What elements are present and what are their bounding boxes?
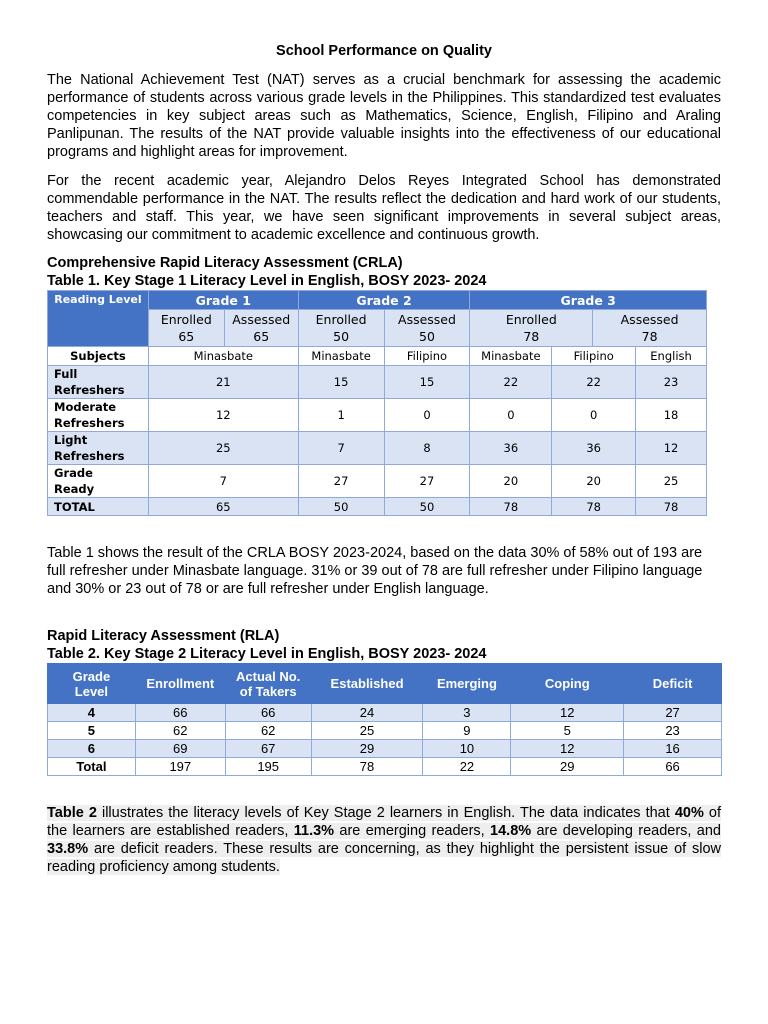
table-cell: 36 [470,432,552,465]
language-cell: Minasbate [148,347,298,366]
table-cell: 29 [511,758,624,776]
table-row [48,740,722,758]
table1-summary: Table 1 shows the result of the CRLA BOSY 2023-2024, based on the data 30% of 58% out of 193 are full refresher under Minasbate language. 31% or 39 out of 78 are full refresher under Filipino language and 30% or 23 out of 78 or are full refresher under English language. [47,545,703,597]
table-cell: 29 [311,740,423,758]
table-cell: 23 [624,722,722,740]
language-cell: Minasbate [470,347,552,366]
reading-level-header: Reading Level [48,291,149,347]
table-cell: 12 [636,432,707,465]
table-cell: 25 [148,432,298,465]
crla-heading: Comprehensive Rapid Literacy Assessment (CRLA) [47,255,403,271]
grade-level-header: Grade Level [48,664,136,704]
grade-level-cell: 5 [48,722,136,740]
language-cell: Filipino [552,347,636,366]
table-cell: 25 [311,722,423,740]
table-cell: 62 [225,722,311,740]
grade2-assessed-cell: Assessed 50 [384,310,470,347]
grade3-header: Grade 3 [470,291,707,310]
page-title: School Performance on Quality [276,43,492,59]
row-label: Moderate Refreshers [48,399,149,432]
table1-crla [47,290,707,516]
row-label: Light Refreshers [48,432,149,465]
table-cell: 78 [552,498,636,516]
table-cell: 5 [511,722,624,740]
intro-paragraph-1: The National Achievement Test (NAT) serves as a crucial benchmark for assessing the academic performance of students across various grade levels in the Philippines. This standardized test evaluates competencies in key subject areas such as Mathematics, Science, English, Filipino and Araling Panlipunan. The results of the NAT provide valuable insights into the effectiveness of our educational programs and highlight areas for improvement. [47,72,721,160]
grade1-header: Grade 1 [148,291,298,310]
grade2-enrolled-cell: Enrolled 50 [298,310,384,347]
table-cell: 69 [135,740,225,758]
table-cell: 66 [225,704,311,722]
table-cell: 25 [636,465,707,498]
table-cell: 62 [135,722,225,740]
grade-level-cell: 6 [48,740,136,758]
intro-paragraph-2: For the recent academic year, Alejandro Delos Reyes Integrated School has demonstrated commendable performance in the NAT. The results reflect the dedication and hard work of our students, teachers and staff. This year, we have seen significant improvements in several subject areas, showcasing our commitment to academic excellence and continuous growth. [47,173,721,243]
table-cell: 9 [423,722,511,740]
table2-header-row [48,664,722,704]
row-label: Grade Ready [48,465,149,498]
table-cell: 65 [148,498,298,516]
table-cell: 0 [552,399,636,432]
table-cell: 0 [384,399,470,432]
table-cell: 20 [470,465,552,498]
table-cell: 16 [624,740,722,758]
table-cell: 197 [135,758,225,776]
enrollment-header: Enrollment [135,664,225,704]
table-cell: 36 [552,432,636,465]
table-cell: 66 [624,758,722,776]
language-cell: Filipino [384,347,470,366]
table-row [48,722,722,740]
table-cell: 3 [423,704,511,722]
grade1-assessed-cell: Assessed 65 [224,310,298,347]
grade3-enrolled-cell: Enrolled 78 [470,310,593,347]
grade2-header: Grade 2 [298,291,470,310]
table-cell: 22 [423,758,511,776]
grade-level-cell: Total [48,758,136,776]
table-cell: 10 [423,740,511,758]
table-cell: 18 [636,399,707,432]
table-cell: 0 [470,399,552,432]
established-header: Established [311,664,423,704]
grade3-assessed-cell: Assessed 78 [593,310,707,347]
table-cell: 12 [511,740,624,758]
table1-total-row [48,498,707,516]
table-cell: 7 [298,432,384,465]
subjects-header: Subjects [48,347,149,366]
table-cell: 78 [636,498,707,516]
table1-title: Table 1. Key Stage 1 Literacy Level in English, BOSY 2023- 2024 [47,273,487,289]
row-label: Full Refreshers [48,366,149,399]
rla-heading: Rapid Literacy Assessment (RLA) [47,628,280,644]
table-cell: 66 [135,704,225,722]
grade1-enrolled-cell: Enrolled 65 [148,310,224,347]
table-row [48,399,707,432]
table-cell: 27 [384,465,470,498]
table-cell: 24 [311,704,423,722]
table-cell: 78 [311,758,423,776]
table-row [48,758,722,776]
table-cell: 1 [298,399,384,432]
table-cell: 15 [298,366,384,399]
table-cell: 67 [225,740,311,758]
emerging-header: Emerging [423,664,511,704]
table-cell: 12 [511,704,624,722]
table2-title: Table 2. Key Stage 2 Literacy Level in English, BOSY 2023- 2024 [47,646,487,662]
table-cell: 50 [384,498,470,516]
table-cell: 21 [148,366,298,399]
table-cell: 27 [298,465,384,498]
table-cell: 27 [624,704,722,722]
table-row [48,704,722,722]
deficit-header: Deficit [624,664,722,704]
table1-grade-header-row [48,291,707,310]
total-label: TOTAL [48,498,149,516]
table-row [48,366,707,399]
grade-level-cell: 4 [48,704,136,722]
takers-header: Actual No. of Takers [225,664,311,704]
table-cell: 195 [225,758,311,776]
table-cell: 22 [470,366,552,399]
table-cell: 15 [384,366,470,399]
table-cell: 20 [552,465,636,498]
table-cell: 7 [148,465,298,498]
table-cell: 22 [552,366,636,399]
language-cell: English [636,347,707,366]
table1-language-row [48,347,707,366]
table2-rla [47,663,722,776]
table-row [48,432,707,465]
table-cell: 23 [636,366,707,399]
table-row [48,465,707,498]
table-cell: 8 [384,432,470,465]
table2-summary: Table 2 illustrates the literacy levels of Key Stage 2 learners in English. The data indicates that 40% of the learners are established readers, 11.3% are emerging readers, 14.8% are developing readers, and 33.8% are deficit readers. These results are concerning, as they highlight the persistent issue of slow reading proficiency among students. [47,805,722,875]
language-cell: Minasbate [298,347,384,366]
table-cell: 50 [298,498,384,516]
table-cell: 78 [470,498,552,516]
coping-header: Coping [511,664,624,704]
table-cell: 12 [148,399,298,432]
